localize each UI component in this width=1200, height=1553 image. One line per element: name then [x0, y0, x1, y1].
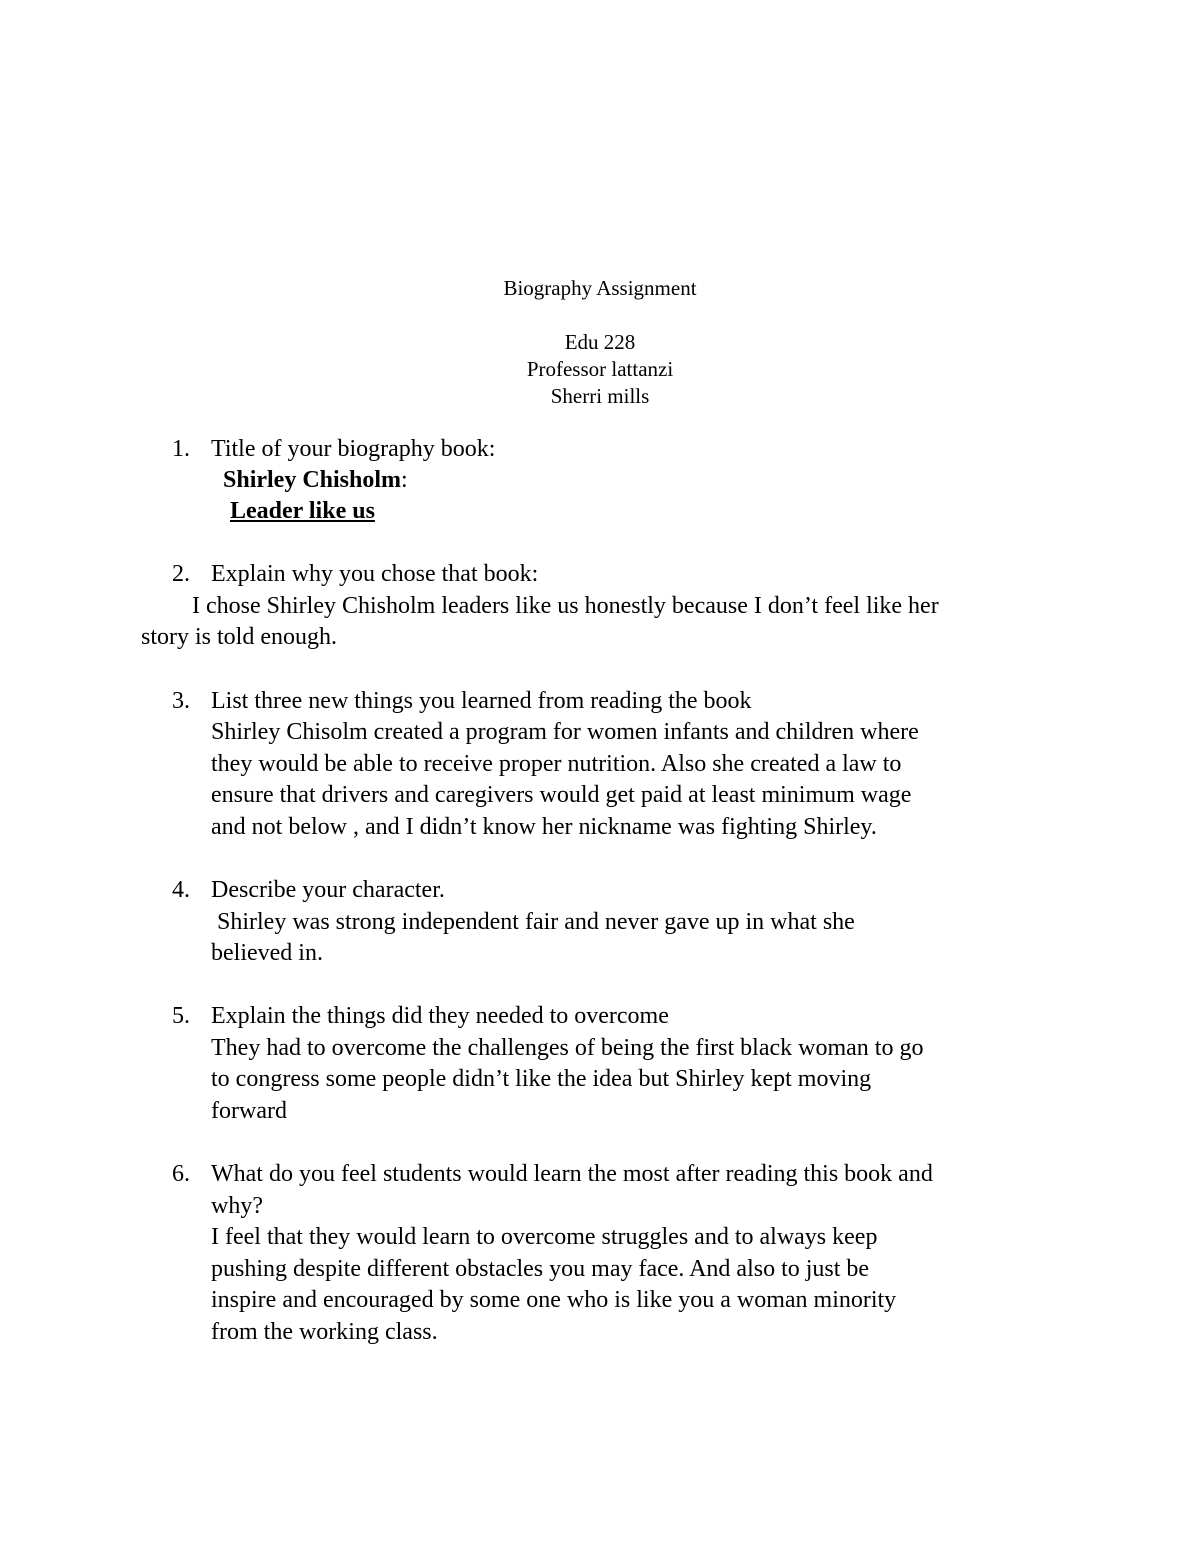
student-name: Sherri mills [550, 384, 650, 408]
answer-line: ensure that drivers and caregivers would get paid at least minimum wage [211, 782, 912, 808]
question-prompt-continued: why? [211, 1193, 263, 1219]
answer-line: Shirley Chisolm created a program for women infants and children where [211, 719, 919, 745]
question-prompt: Title of your biography book: [211, 436, 496, 462]
answer-line: inspire and encouraged by some one who is like you a woman minority [211, 1287, 897, 1313]
professor-name: Professor lattanzi [526, 357, 674, 381]
answer-line: believed in. [211, 940, 323, 966]
answer-line: They had to overcome the challenges of being the first black woman to go [211, 1035, 924, 1061]
question-prompt: Explain the things did they needed to overcome [211, 1003, 669, 1029]
answer-line: and not below , and I didn’t know her nickname was fighting Shirley. [211, 814, 877, 840]
answer-line: from the working class. [211, 1319, 438, 1345]
book-title-colon: : [401, 467, 408, 493]
question-number: 4. [172, 877, 190, 903]
book-title-line1: Shirley Chisholm [223, 467, 402, 493]
book-title-subtitle: Leader like us [230, 498, 375, 524]
book-title-name [223, 465, 408, 496]
answer-line: I chose Shirley Chisholm leaders like us honestly because I don’t feel like her [180, 593, 939, 619]
question-number: 6. [172, 1161, 190, 1187]
answer-line: to congress some people didn’t like the idea but Shirley kept moving [211, 1066, 872, 1092]
answer-line: pushing despite different obstacles you may face. And also to just be [211, 1256, 870, 1282]
document-title: Biography Assignment [503, 276, 697, 300]
question-prompt: List three new things you learned from reading the book [211, 688, 752, 714]
question-prompt: Describe your character. [211, 877, 445, 903]
question-prompt: What do you feel students would learn the most after reading this book and [211, 1161, 933, 1187]
question-number: 3. [172, 688, 190, 714]
question-number: 5. [172, 1003, 190, 1029]
answer-line: story is told enough. [141, 624, 337, 650]
answer-line: they would be able to receive proper nutrition. Also she created a law to [211, 751, 902, 777]
answer-line: Shirley was strong independent fair and never gave up in what she [211, 909, 855, 935]
question-number: 2. [172, 561, 190, 587]
answer-line: forward [211, 1098, 287, 1124]
answer-line: I feel that they would learn to overcome struggles and to always keep [211, 1224, 878, 1250]
course-name: Edu 228 [564, 330, 636, 354]
question-prompt: Explain why you chose that book: [211, 561, 539, 587]
question-number: 1. [172, 436, 190, 462]
